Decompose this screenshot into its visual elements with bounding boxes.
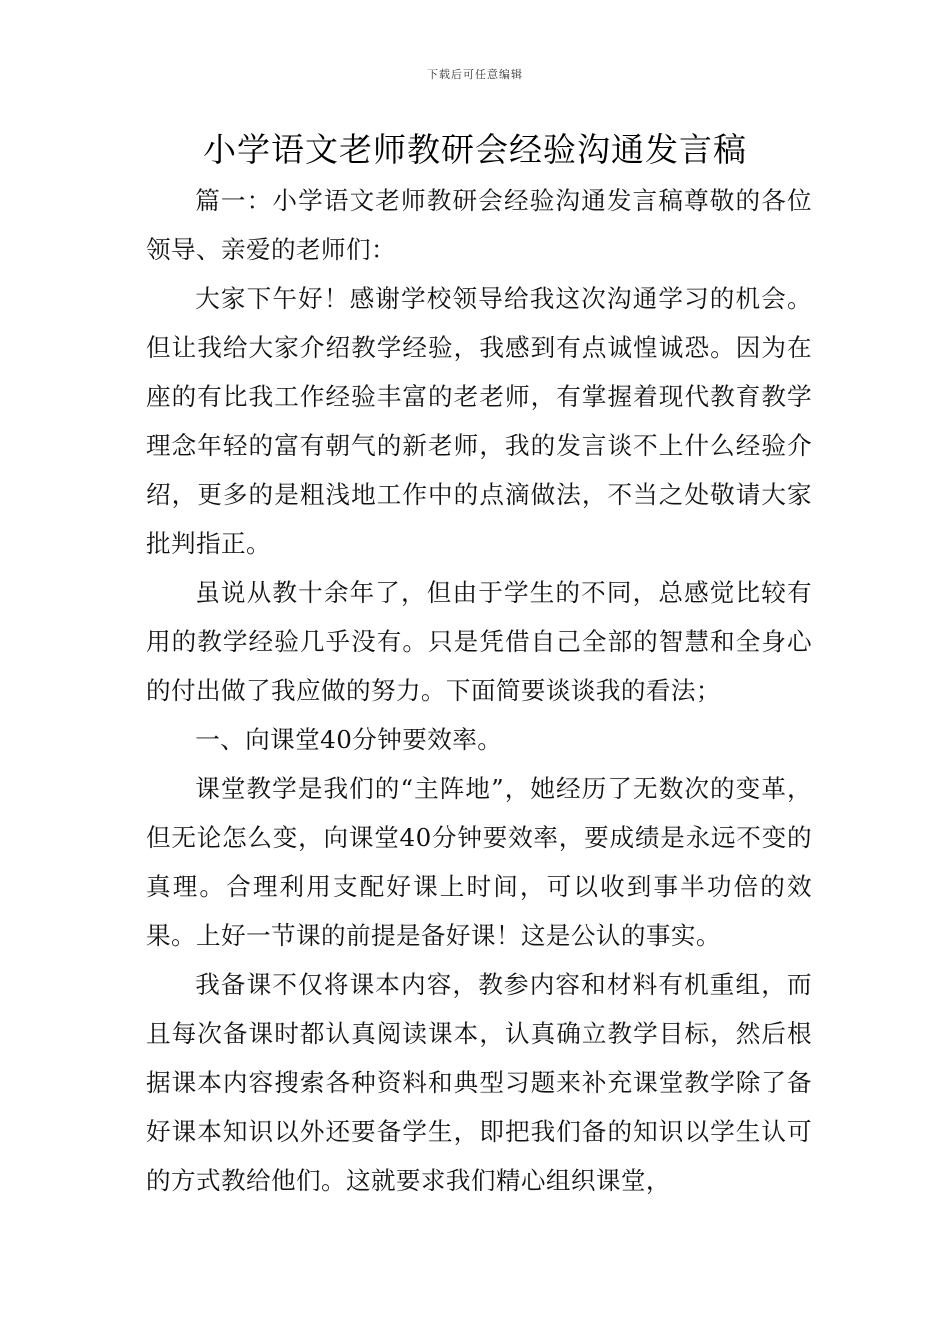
header-note: 下载后可任意编辑: [427, 68, 523, 81]
paragraph: 我备课不仅将课本内容，教参内容和材料有机重组，而且每次备课时都认真阅读课本，认真确立教学目标，然后根据课本内容搜索各种资料和典型习题来补充课堂教学除了备好课本知识以外还要备学生，即把我们备的知识以学生认可的方式教给他们。这就要求我们精心组织课堂，: [146, 970, 812, 1195]
document-title: 小学语文老师教研会经验沟通发言稿: [203, 130, 747, 169]
section-heading: 一、向课堂40分钟要效率。: [195, 725, 503, 754]
paragraph: 大家下午好！感谢学校领导给我这次沟通学习的机会。但让我给大家介绍教学经验，我感到有点诚惶诚恐。因为在座的有比我工作经验丰富的老老师，有掌握着现代教育教学理念年轻的富有朝气的新老师，我的发言谈不上什么经验介绍，更多的是粗浅地工作中的点滴做法，不当之处敬请大家批判指正。: [146, 284, 812, 558]
paragraph: 课堂教学是我们的“主阵地”，她经历了无数次的变革，但无论怎么变，向课堂40分钟要效率，要成绩是永远不变的真理。合理利用支配好课上时间，可以收到事半功倍的效果。上好一节课的前提是备好课！这是公认的事实。: [146, 774, 812, 950]
paragraph: 篇一：小学语文老师教研会经验沟通发言稿尊敬的各位领导、亲爱的老师们：: [146, 186, 812, 264]
paragraph: 虽说从教十余年了，但由于学生的不同，总感觉比较有用的教学经验几乎没有。只是凭借自己全部的智慧和全身心的付出做了我应做的努力。下面简要谈谈我的看法；: [146, 578, 812, 705]
document-body: [146, 176, 812, 1205]
